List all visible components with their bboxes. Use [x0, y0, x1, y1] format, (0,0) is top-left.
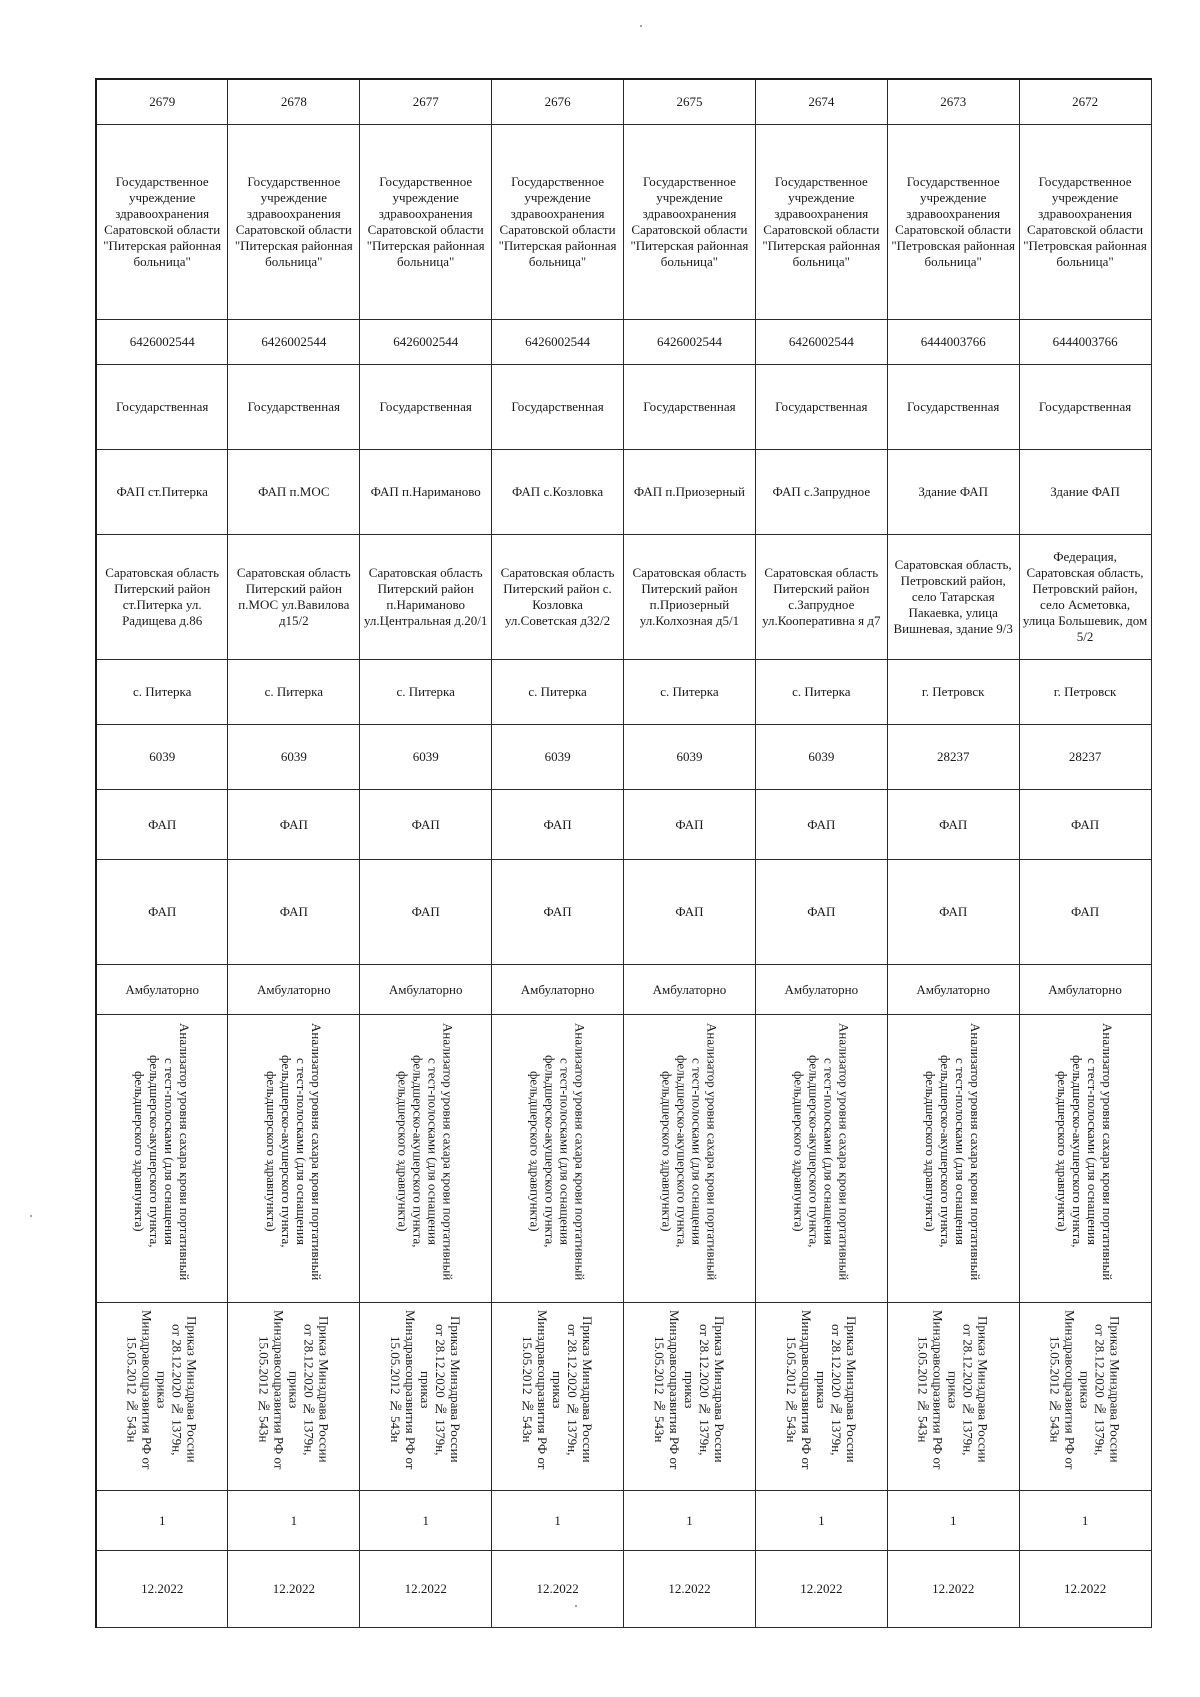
- cell-inn: [887, 320, 1019, 365]
- cell-regulation-text: Приказ Минздрава России от 28.12.2020 № 1379н, приказ Минздравсоцразвития РФ от 15.05.2012 № 543н: [256, 1309, 332, 1470]
- cell-inn: [1019, 320, 1151, 365]
- cell-facility-type: [755, 790, 887, 860]
- cell-quantity: [1019, 1491, 1151, 1551]
- cell-inn-text: 6426002544: [393, 334, 459, 349]
- cell-date-text: 12.2022: [272, 1581, 315, 1596]
- cell-address: [624, 535, 756, 660]
- cell-organization-text: Государственное учреждение здравоохранения Саратовской области "Питерская районная больница": [366, 174, 485, 269]
- cell-population: [492, 725, 624, 790]
- cell-facility-name: [887, 450, 1019, 535]
- cell-equipment-text: Анализатор уровня сахара крови портативный с тест-полосками (для оснащения фельдшерско-акушерского пункта, фельдшерского здравпункта): [263, 1022, 324, 1281]
- cell-regulation: [96, 1303, 228, 1491]
- cell-facility-subtype-text: ФАП: [411, 904, 440, 919]
- cell-address: [887, 535, 1019, 660]
- cell-date: [492, 1551, 624, 1628]
- cell-locality: [887, 660, 1019, 725]
- cell-date: [96, 1551, 228, 1628]
- cell-record-number-text: 2673: [940, 94, 967, 109]
- row-org: [96, 125, 1151, 320]
- cell-facility-name: [360, 450, 492, 535]
- cell-organization-text: Государственное учреждение здравоохранения Саратовской области "Петровская районная больница": [891, 174, 1016, 269]
- cell-facility-name: [624, 450, 756, 535]
- cell-locality-text: с. Питерка: [660, 684, 719, 699]
- cell-facility-subtype: [96, 860, 228, 965]
- cell-facility-subtype: [887, 860, 1019, 965]
- cell-record-number-text: 2672: [1072, 94, 1099, 109]
- cell-care-form: [228, 965, 360, 1015]
- row-equipment: [96, 1015, 1151, 1303]
- row-address: [96, 535, 1151, 660]
- cell-ownership: [624, 365, 756, 450]
- cell-inn-text: 6426002544: [788, 334, 854, 349]
- row-date: [96, 1551, 1151, 1628]
- cell-equipment-text: Анализатор уровня сахара крови портативный с тест-полосками (для оснащения фельдшерско-акушерского пункта, фельдшерского здравпункта): [132, 1022, 193, 1281]
- cell-date-text: 12.2022: [932, 1581, 975, 1596]
- cell-care-form-text: Амбулаторно: [1048, 981, 1122, 997]
- cell-quantity: [492, 1491, 624, 1551]
- cell-date: [887, 1551, 1019, 1628]
- cell-facility-name: [492, 450, 624, 535]
- row-inn: [96, 320, 1151, 365]
- cell-ownership-text: Государственная: [1038, 399, 1132, 414]
- cell-facility-subtype: [228, 860, 360, 965]
- cell-quantity-text: 1: [422, 1512, 429, 1528]
- registry-table: [95, 78, 1152, 1628]
- cell-organization: [624, 125, 756, 320]
- cell-facility-subtype: [755, 860, 887, 965]
- cell-facility-name: [1019, 450, 1151, 535]
- cell-locality-text: с. Питерка: [792, 684, 851, 699]
- cell-facility-subtype-text: ФАП: [807, 904, 836, 919]
- cell-facility-type-text: ФАП: [675, 816, 704, 832]
- cell-address-text: Федерация, Саратовская область, Петровский район, село Асметовка, улица Большевик, дом 5/2: [1022, 549, 1148, 644]
- cell-regulation: [360, 1303, 492, 1491]
- cell-facility-name-text: ФАП п.МОС: [258, 484, 330, 499]
- cell-locality-text: г. Петровск: [1053, 684, 1117, 699]
- cell-locality: [1019, 660, 1151, 725]
- cell-facility-subtype: [1019, 860, 1151, 965]
- cell-ownership-text: Государственная: [247, 399, 340, 414]
- cell-regulation-text: Приказ Минздрава России от 28.12.2020 № 1379н, приказ Минздравсоцразвития РФ от 15.05.2012 № 543н: [651, 1309, 727, 1470]
- cell-address-text: Саратовская область, Петровский район, село Татарская Пакаевка, улица Вишневая, здание 9/3: [893, 557, 1013, 636]
- cell-care-form-text: Амбулаторно: [257, 981, 331, 997]
- cell-equipment-text: Анализатор уровня сахара крови портативный с тест-полосками (для оснащения фельдшерско-акушерского пункта, фельдшерского здравпункта): [527, 1022, 588, 1281]
- cell-locality: [624, 660, 756, 725]
- cell-regulation: [228, 1303, 360, 1491]
- row-locality: [96, 660, 1151, 725]
- cell-equipment: [624, 1015, 756, 1303]
- cell-facility-type: [228, 790, 360, 860]
- cell-facility-subtype: [624, 860, 756, 965]
- cell-date: [1019, 1551, 1151, 1628]
- cell-care-form: [360, 965, 492, 1015]
- row-care: [96, 965, 1151, 1015]
- cell-regulation: [1019, 1303, 1151, 1491]
- cell-facility-subtype: [360, 860, 492, 965]
- cell-regulation-text: Приказ Минздрава России от 28.12.2020 № 1379н, приказ Минздравсоцразвития РФ от 15.05.2012 № 543н: [520, 1309, 596, 1470]
- cell-population: [1019, 725, 1151, 790]
- cell-organization-text: Государственное учреждение здравоохранения Саратовской области "Питерская районная больница": [762, 174, 881, 269]
- cell-facility-subtype-text: ФАП: [543, 904, 572, 919]
- cell-equipment: [755, 1015, 887, 1303]
- cell-facility-subtype-text: ФАП: [1070, 904, 1100, 919]
- cell-care-form-text: Амбулаторно: [916, 981, 990, 997]
- cell-facility-type: [1019, 790, 1151, 860]
- cell-quantity-text: 1: [818, 1512, 825, 1528]
- cell-locality: [96, 660, 228, 725]
- cell-record-number: [360, 79, 492, 125]
- cell-date: [624, 1551, 756, 1628]
- cell-facility-type: [96, 790, 228, 860]
- cell-address: [492, 535, 624, 660]
- cell-inn: [755, 320, 887, 365]
- cell-ownership: [492, 365, 624, 450]
- cell-equipment-text: Анализатор уровня сахара крови портативный с тест-полосками (для оснащения фельдшерско-акушерского пункта, фельдшерского здравпункта): [791, 1022, 852, 1281]
- cell-population: [96, 725, 228, 790]
- cell-address: [96, 535, 228, 660]
- cell-ownership-text: Государственная: [907, 399, 1000, 414]
- cell-population: [755, 725, 887, 790]
- cell-record-number-text: 2676: [544, 94, 571, 109]
- cell-facility-type: [360, 790, 492, 860]
- cell-care-form: [624, 965, 756, 1015]
- cell-date: [360, 1551, 492, 1628]
- cell-inn-text: 6426002544: [525, 334, 591, 349]
- cell-facility-name-text: Здание ФАП: [1050, 484, 1120, 499]
- cell-ownership: [96, 365, 228, 450]
- cell-quantity: [624, 1491, 756, 1551]
- row-order: [96, 1303, 1151, 1491]
- cell-date-text: 12.2022: [668, 1581, 711, 1596]
- cell-equipment-text: Анализатор уровня сахара крови портативный с тест-полосками (для оснащения фельдшерско-акушерского пункта, фельдшерского здравпункта): [395, 1022, 456, 1281]
- cell-facility-subtype-text: ФАП: [939, 904, 968, 919]
- cell-address: [360, 535, 492, 660]
- cell-equipment: [360, 1015, 492, 1303]
- cell-ownership: [228, 365, 360, 450]
- cell-inn: [492, 320, 624, 365]
- cell-ownership-text: Государственная: [116, 399, 209, 414]
- cell-address-text: Саратовская область Питерский район п.Приозерный ул.Колхозная д5/1: [632, 565, 747, 628]
- cell-care-form: [1019, 965, 1151, 1015]
- cell-facility-name-text: ФАП п.Приозерный: [633, 484, 745, 499]
- cell-organization-text: Государственное учреждение здравоохранения Саратовской области "Питерская районная больница": [103, 174, 222, 269]
- cell-address-text: Саратовская область Питерский район с.Запрудное ул.Кооперативна я д7: [762, 565, 881, 628]
- cell-population: [887, 725, 1019, 790]
- cell-regulation-text: Приказ Минздрава России от 28.12.2020 № 1379н, приказ Минздравсоцразвития РФ от 15.05.2012 № 543н: [388, 1309, 464, 1470]
- cell-locality: [755, 660, 887, 725]
- cell-equipment-text: Анализатор уровня сахара крови портативный с тест-полосками (для оснащения фельдшерско-акушерского пункта, фельдшерского здравпункта): [659, 1022, 720, 1281]
- cell-organization: [755, 125, 887, 320]
- cell-organization-text: Государственное учреждение здравоохранения Саратовской области "Питерская районная больница": [630, 174, 749, 269]
- cell-equipment-text: Анализатор уровня сахара крови портативный с тест-полосками (для оснащения фельдшерско-акушерского пункта, фельдшерского здравпункта): [1055, 1022, 1116, 1281]
- row-id: [96, 79, 1151, 125]
- cell-organization: [492, 125, 624, 320]
- cell-regulation: [887, 1303, 1019, 1491]
- cell-facility-subtype-text: ФАП: [675, 904, 704, 919]
- scan-speck: [640, 25, 642, 27]
- cell-date-text: 12.2022: [141, 1581, 184, 1596]
- cell-care-form: [492, 965, 624, 1015]
- cell-quantity: [887, 1491, 1019, 1551]
- cell-regulation-text: Приказ Минздрава России от 28.12.2020 № 1379н, приказ Минздравсоцразвития РФ от 15.05.2012 № 543н: [915, 1309, 991, 1470]
- cell-ownership-text: Государственная: [643, 399, 736, 414]
- cell-population: [624, 725, 756, 790]
- cell-population-text: 28237: [936, 749, 970, 764]
- cell-regulation-text: Приказ Минздрава России от 28.12.2020 № 1379н, приказ Минздравсоцразвития РФ от 15.05.2012 № 543н: [1047, 1309, 1123, 1470]
- row-type1: [96, 790, 1151, 860]
- cell-care-form: [887, 965, 1019, 1015]
- cell-quantity-text: 1: [158, 1512, 166, 1528]
- cell-population: [228, 725, 360, 790]
- cell-record-number: [887, 79, 1019, 125]
- cell-date-text: 12.2022: [800, 1581, 843, 1596]
- cell-ownership: [1019, 365, 1151, 450]
- cell-organization: [96, 125, 228, 320]
- cell-equipment: [492, 1015, 624, 1303]
- cell-equipment: [887, 1015, 1019, 1303]
- cell-facility-subtype: [492, 860, 624, 965]
- cell-locality-text: с. Питерка: [528, 684, 587, 699]
- cell-date-text: 12.2022: [1063, 1581, 1107, 1596]
- cell-quantity-text: 1: [1081, 1512, 1089, 1528]
- cell-facility-name-text: ФАП п.Нариманово: [370, 484, 481, 499]
- cell-address-text: Саратовская область Питерский район п.Нариманово ул.Центральная д.20/1: [364, 565, 488, 628]
- cell-record-number-text: 2674: [808, 94, 835, 109]
- cell-population-text: 28237: [1068, 749, 1102, 764]
- cell-ownership: [360, 365, 492, 450]
- cell-date-text: 12.2022: [536, 1581, 579, 1596]
- cell-facility-name-text: ФАП ст.Питерка: [116, 484, 208, 499]
- cell-population-text: 6039: [412, 749, 439, 764]
- cell-address: [755, 535, 887, 660]
- cell-facility-type-text: ФАП: [411, 816, 440, 832]
- cell-facility-name-text: ФАП с.Козловка: [511, 484, 604, 499]
- cell-record-number: [96, 79, 228, 125]
- cell-locality: [228, 660, 360, 725]
- row-ownership: [96, 365, 1151, 450]
- cell-facility-type-text: ФАП: [939, 816, 968, 832]
- cell-inn-text: 6426002544: [129, 334, 195, 349]
- cell-facility-type: [492, 790, 624, 860]
- cell-date-text: 12.2022: [404, 1581, 447, 1596]
- cell-locality: [360, 660, 492, 725]
- cell-ownership-text: Государственная: [511, 399, 604, 414]
- cell-inn-text: 6444003766: [920, 334, 986, 349]
- row-qty: [96, 1491, 1151, 1551]
- cell-population-text: 6039: [149, 749, 176, 764]
- scan-speck: [30, 1215, 32, 1217]
- cell-equipment: [96, 1015, 228, 1303]
- cell-ownership-text: Государственная: [775, 399, 868, 414]
- cell-record-number-text: 2678: [280, 94, 307, 109]
- cell-regulation-text: Приказ Минздрава России от 28.12.2020 № 1379н, приказ Минздравсоцразвития РФ от 15.05.2012 № 543н: [783, 1309, 859, 1470]
- cell-regulation: [492, 1303, 624, 1491]
- row-population: [96, 725, 1151, 790]
- cell-facility-name-text: ФАП с.Запрудное: [772, 484, 871, 499]
- cell-address: [228, 535, 360, 660]
- cell-equipment: [1019, 1015, 1151, 1303]
- cell-quantity: [360, 1491, 492, 1551]
- cell-population-text: 6039: [808, 749, 835, 764]
- cell-address-text: Саратовская область Питерский район п.МОС ул.Вавилова д15/2: [236, 565, 351, 628]
- row-object: [96, 450, 1151, 535]
- cell-care-form-text: Амбулаторно: [388, 981, 463, 997]
- cell-facility-type-text: ФАП: [807, 816, 836, 832]
- cell-locality-text: г. Петровск: [921, 684, 985, 699]
- row-type2: [96, 860, 1151, 965]
- cell-care-form: [96, 965, 228, 1015]
- cell-quantity: [228, 1491, 360, 1551]
- cell-equipment: [228, 1015, 360, 1303]
- cell-inn-text: 6444003766: [1052, 334, 1118, 349]
- cell-care-form-text: Амбулаторно: [125, 981, 199, 997]
- cell-record-number: [228, 79, 360, 125]
- cell-inn: [360, 320, 492, 365]
- cell-organization-text: Государственное учреждение здравоохранения Саратовской области "Питерская районная больница": [234, 174, 353, 269]
- cell-facility-type: [624, 790, 756, 860]
- cell-inn: [96, 320, 228, 365]
- cell-care-form-text: Амбулаторно: [784, 981, 859, 997]
- cell-population-text: 6039: [676, 749, 703, 764]
- cell-facility-type-text: ФАП: [148, 816, 177, 832]
- cell-record-number-text: 2679: [149, 94, 176, 109]
- cell-quantity: [755, 1491, 887, 1551]
- cell-facility-subtype-text: ФАП: [148, 904, 177, 919]
- cell-record-number: [1019, 79, 1151, 125]
- cell-organization: [887, 125, 1019, 320]
- cell-record-number-text: 2675: [676, 94, 703, 109]
- cell-record-number-text: 2677: [412, 94, 439, 109]
- cell-equipment-text: Анализатор уровня сахара крови портативный с тест-полосками (для оснащения фельдшерско-акушерского пункта, фельдшерского здравпункта): [923, 1022, 984, 1281]
- cell-inn-text: 6426002544: [656, 334, 722, 349]
- cell-facility-subtype-text: ФАП: [279, 904, 308, 919]
- cell-facility-type-text: ФАП: [1070, 816, 1100, 832]
- cell-organization: [360, 125, 492, 320]
- cell-facility-type: [887, 790, 1019, 860]
- cell-address-text: Саратовская область Питерский район ст.Питерка ул. Радищева д.86: [105, 565, 220, 628]
- cell-quantity-text: 1: [554, 1512, 561, 1528]
- cell-ownership-text: Государственная: [379, 399, 472, 414]
- cell-organization: [228, 125, 360, 320]
- cell-address: [1019, 535, 1151, 660]
- cell-date: [755, 1551, 887, 1628]
- cell-quantity-text: 1: [686, 1512, 693, 1528]
- cell-address-text: Саратовская область Питерский район с. Козловка ул.Советская д32/2: [500, 565, 615, 628]
- cell-population: [360, 725, 492, 790]
- cell-facility-name-text: Здание ФАП: [918, 484, 989, 499]
- cell-care-form: [755, 965, 887, 1015]
- cell-inn: [624, 320, 756, 365]
- cell-regulation: [755, 1303, 887, 1491]
- cell-quantity-text: 1: [949, 1512, 957, 1528]
- cell-organization-text: Государственное учреждение здравоохранения Саратовской области "Питерская районная больница": [498, 174, 617, 269]
- cell-facility-type-text: ФАП: [543, 816, 572, 832]
- cell-care-form-text: Амбулаторно: [652, 981, 727, 997]
- cell-inn: [228, 320, 360, 365]
- cell-date: [228, 1551, 360, 1628]
- cell-population-text: 6039: [280, 749, 307, 764]
- cell-record-number: [492, 79, 624, 125]
- cell-regulation-text: Приказ Минздрава России от 28.12.2020 № 1379н, приказ Минздравсоцразвития РФ от 15.05.2012 № 543н: [124, 1309, 200, 1470]
- cell-facility-name: [228, 450, 360, 535]
- cell-locality-text: с. Питерка: [396, 684, 455, 699]
- cell-locality-text: с. Питерка: [264, 684, 324, 699]
- cell-organization-text: Государственное учреждение здравоохранения Саратовской области "Петровская районная больница": [1023, 174, 1147, 269]
- cell-record-number: [624, 79, 756, 125]
- cell-ownership: [755, 365, 887, 450]
- cell-facility-type-text: ФАП: [279, 816, 308, 832]
- cell-locality: [492, 660, 624, 725]
- cell-record-number: [755, 79, 887, 125]
- cell-population-text: 6039: [544, 749, 571, 764]
- cell-facility-name: [96, 450, 228, 535]
- cell-care-form-text: Амбулаторно: [520, 981, 595, 997]
- cell-locality-text: с. Питерка: [132, 684, 192, 699]
- cell-facility-name: [755, 450, 887, 535]
- cell-organization: [1019, 125, 1151, 320]
- scan-speck: [575, 1605, 577, 1607]
- cell-ownership: [887, 365, 1019, 450]
- cell-regulation: [624, 1303, 756, 1491]
- cell-quantity: [96, 1491, 228, 1551]
- cell-inn-text: 6426002544: [261, 334, 327, 349]
- cell-quantity-text: 1: [290, 1512, 298, 1528]
